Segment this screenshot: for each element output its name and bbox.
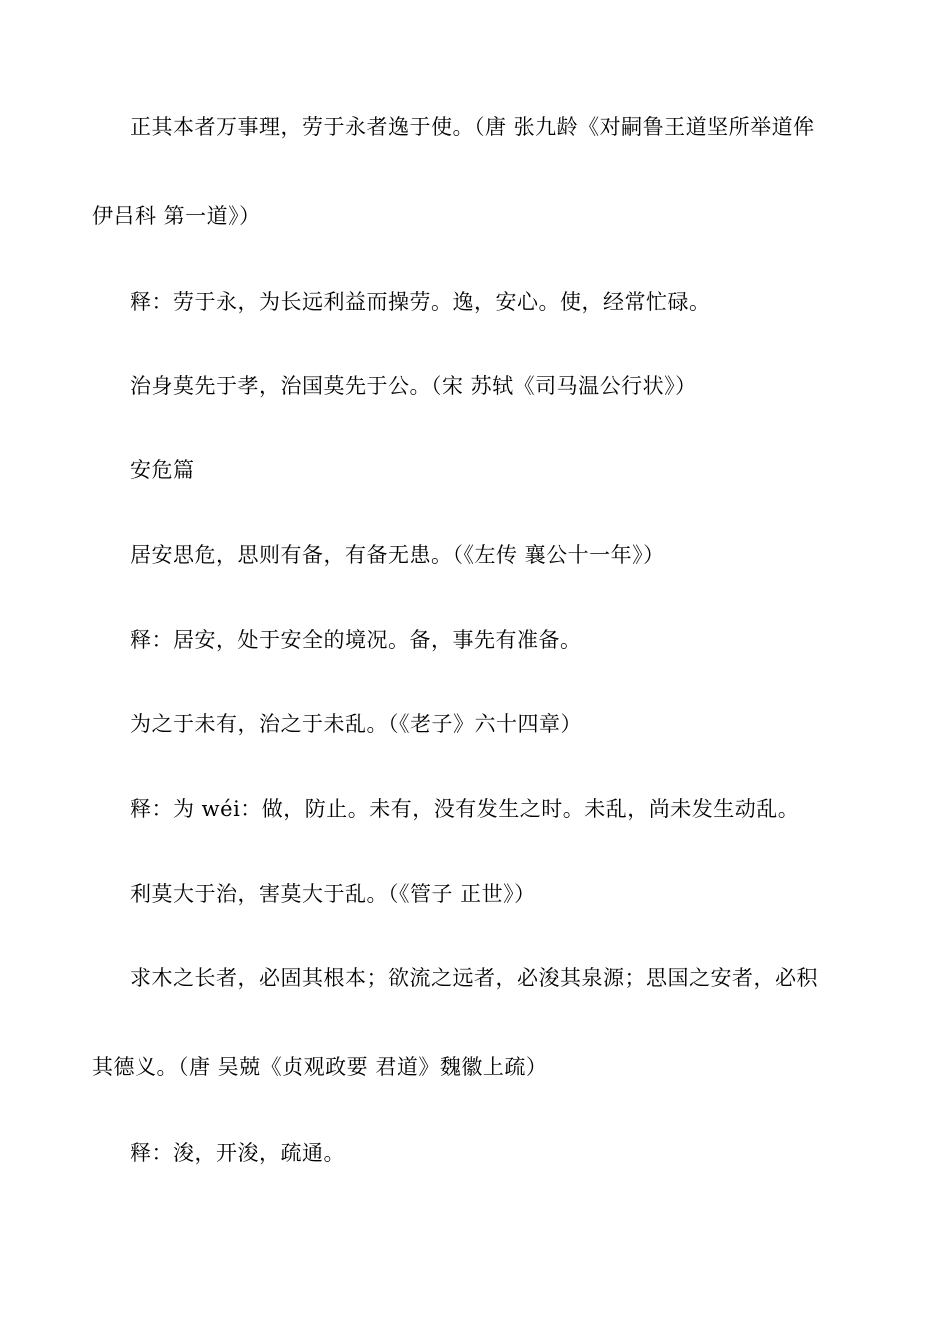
text-line-quote-wei-zheng: 求木之长者，必固其根本；欲流之远者，必浚其泉源；思国之安者，必积 xyxy=(130,966,818,990)
text-line-explanation-1: 释：劳于永，为长远利益而操劳。逸，安心。使，经常忙碌。 xyxy=(130,290,711,314)
text-line-quote-zhang-jiuling: 正其本者万事理，劳于永者逸于使。（唐 张九龄《对嗣鲁王道坚所举道侔 xyxy=(130,115,815,139)
text-line-explanation-2: 释：居安，处于安全的境况。备，事先有准备。 xyxy=(130,628,582,652)
text-line-quote-su-shi: 治身莫先于孝，治国莫先于公。（宋 苏轼《司马温公行状》） xyxy=(130,374,697,398)
text-line-quote-laozi: 为之于未有，治之于未乱。（《老子》六十四章） xyxy=(130,712,582,736)
text-line-quote-zuozhuan: 居安思危，思则有备，有备无患。（《左传 襄公十一年》） xyxy=(130,543,665,567)
text-line-quote-zhang-jiuling-cont: 伊吕科 第一道》） xyxy=(92,204,261,228)
text-line-quote-wei-zheng-cont: 其德义。（唐 吴兢《贞观政要 君道》魏徽上疏） xyxy=(92,1055,548,1079)
text-line-explanation-4: 释：浚，开浚，疏通。 xyxy=(130,1141,345,1165)
text-line-quote-guanzi: 利莫大于治，害莫大于乱。（《管子 正世》） xyxy=(130,882,536,906)
section-heading-anwei: 安危篇 xyxy=(130,458,195,482)
text-line-explanation-3: 释：为 wéi：做，防止。未有，没有发生之时。未乱，尚未发生动乱。 xyxy=(130,797,800,821)
